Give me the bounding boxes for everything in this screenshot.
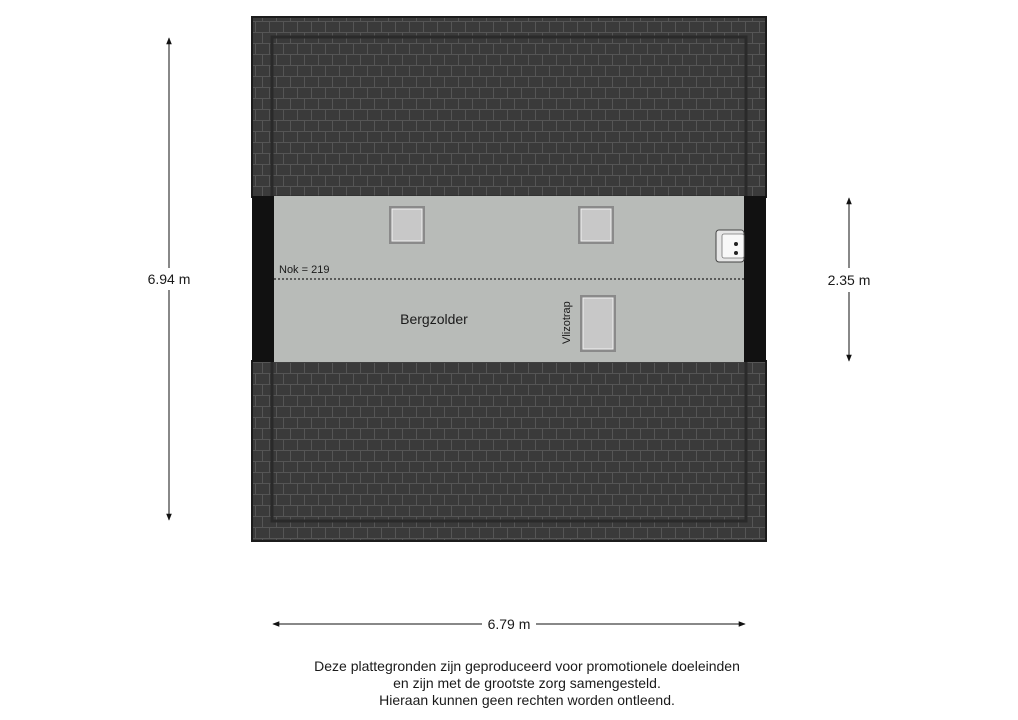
disclaimer — [250, 658, 804, 709]
roof-top — [252, 17, 766, 197]
disclaimer-line: Deze plattegronden zijn geproduceerd voor promotionele doeleinden — [314, 658, 740, 674]
loft-ladder-icon — [580, 295, 616, 352]
dimension-height-label: 6.94 m — [147, 271, 191, 287]
skylight-icon — [578, 206, 614, 244]
ridge-label: Nok = 219 — [279, 264, 330, 276]
roof-bottom — [252, 361, 766, 541]
attic-floor — [274, 196, 744, 362]
disclaimer-line: Hieraan kunnen geen rechten worden ontleend. — [379, 692, 675, 708]
boiler-icon — [716, 230, 744, 262]
disclaimer-line: en zijn met de grootste zorg samengesteld. — [393, 675, 661, 691]
dimension-floor-depth — [828, 198, 871, 361]
room-label: Bergzolder — [400, 311, 468, 327]
left-wall — [252, 196, 274, 362]
dimension-floor-depth-label: 2.35 m — [827, 272, 871, 288]
right-wall — [744, 196, 766, 362]
skylight-icon — [389, 206, 425, 244]
dimension-width-label: 6.79 m — [487, 616, 531, 632]
dimension-width — [273, 616, 745, 632]
stair-label: Vlizotrap — [561, 301, 573, 344]
dimension-height — [148, 38, 191, 520]
